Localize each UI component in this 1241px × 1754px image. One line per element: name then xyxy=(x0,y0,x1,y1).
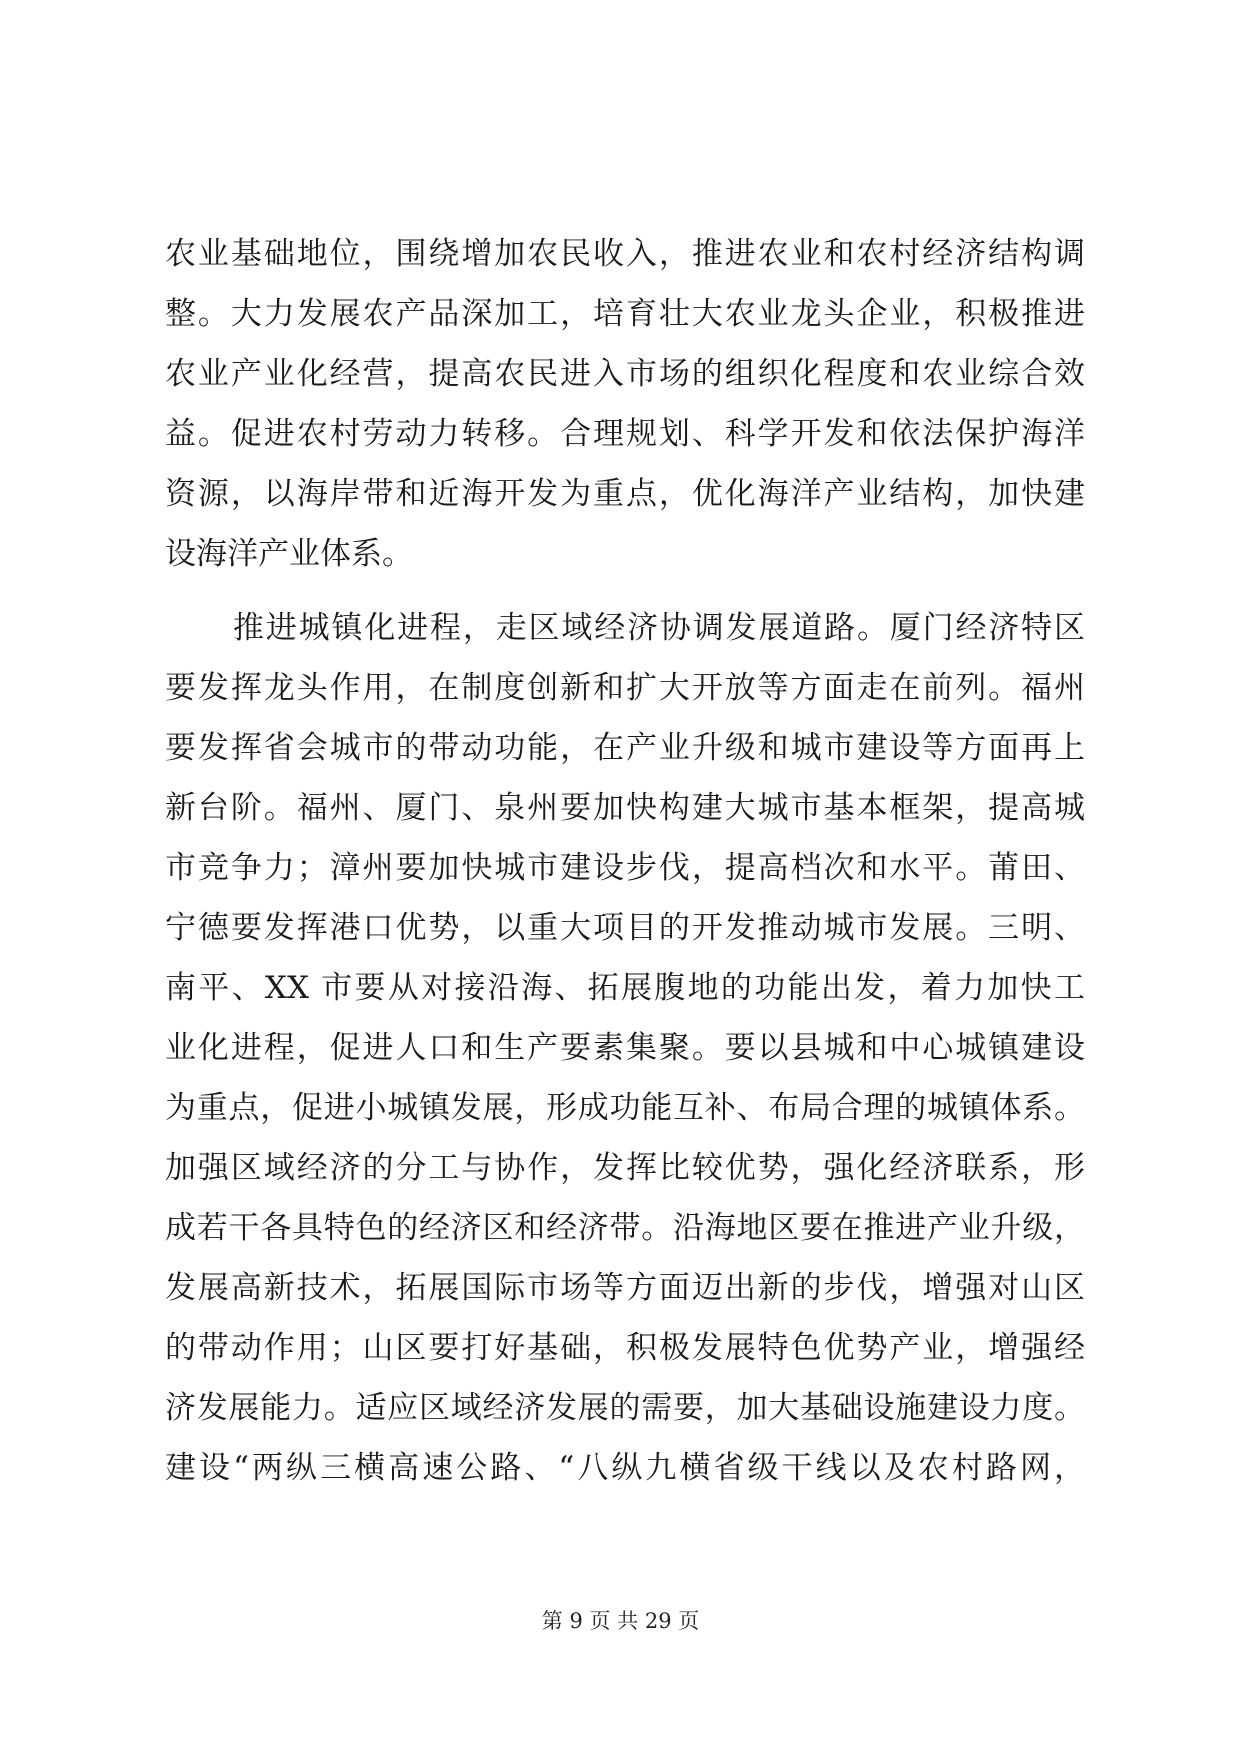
text-line: 为重点，促进小城镇发展，形成功能互补、布局合理的城镇体系。 xyxy=(165,1090,1085,1126)
text-line: 整。大力发展农产品深加工，培育壮大农业龙头企业，积极推进 xyxy=(165,296,1085,332)
text-line: 新台阶。福州、厦门、泉州要加快构建大城市基本框架，提高城 xyxy=(165,790,1085,826)
paragraph-gap xyxy=(165,584,1085,598)
text-line: 发展高新技术，拓展国际市场等方面迈出新的步伐，增强对山区 xyxy=(165,1270,1085,1306)
text-line: 南平、XX 市要从对接沿海、拓展腹地的功能出发，着力加快工 xyxy=(165,970,1085,1006)
paragraph-1 xyxy=(165,224,1085,584)
text-line: 市竞争力；漳州要加快城市建设步伐，提高档次和水平。莆田、 xyxy=(165,850,1085,886)
body-text xyxy=(165,224,1085,1498)
text-line: 业化进程，促进人口和生产要素集聚。要以县城和中心城镇建设 xyxy=(165,1030,1085,1066)
text-line: 宁德要发挥港口优势，以重大项目的开发推动城市发展。三明、 xyxy=(165,910,1085,946)
page-number-footer: 第 9 页 共 29 页 xyxy=(541,1609,700,1633)
text-line: 济发展能力。适应区域经济发展的需要，加大基础设施建设力度。 xyxy=(165,1390,1085,1426)
paragraph-2 xyxy=(165,598,1085,1498)
text-line: 建设“两纵三横高速公路、“八纵九横省级干线以及农村路网， xyxy=(165,1450,1085,1486)
text-line: 推进城镇化进程，走区域经济协调发展道路。厦门经济特区 xyxy=(233,610,1085,646)
text-line: 农业基础地位，围绕增加农民收入，推进农业和农村经济结构调 xyxy=(165,236,1085,272)
text-line: 加强区域经济的分工与协作，发挥比较优势，强化经济联系，形 xyxy=(165,1150,1085,1186)
text-line: 农业产业化经营，提高农民进入市场的组织化程度和农业综合效 xyxy=(165,356,1085,392)
text-line: 设海洋产业体系。 xyxy=(165,536,413,572)
text-line: 要发挥省会城市的带动功能，在产业升级和城市建设等方面再上 xyxy=(165,730,1085,766)
text-line: 益。促进农村劳动力转移。合理规划、科学开发和依法保护海洋 xyxy=(165,416,1085,452)
text-line: 的带动作用；山区要打好基础，积极发展特色优势产业，增强经 xyxy=(165,1330,1085,1366)
text-line: 成若干各具特色的经济区和经济带。沿海地区要在推进产业升级， xyxy=(165,1210,1085,1246)
text-line: 要发挥龙头作用，在制度创新和扩大开放等方面走在前列。福州 xyxy=(165,670,1085,706)
text-line: 资源，以海岸带和近海开发为重点，优化海洋产业结构，加快建 xyxy=(165,476,1085,512)
